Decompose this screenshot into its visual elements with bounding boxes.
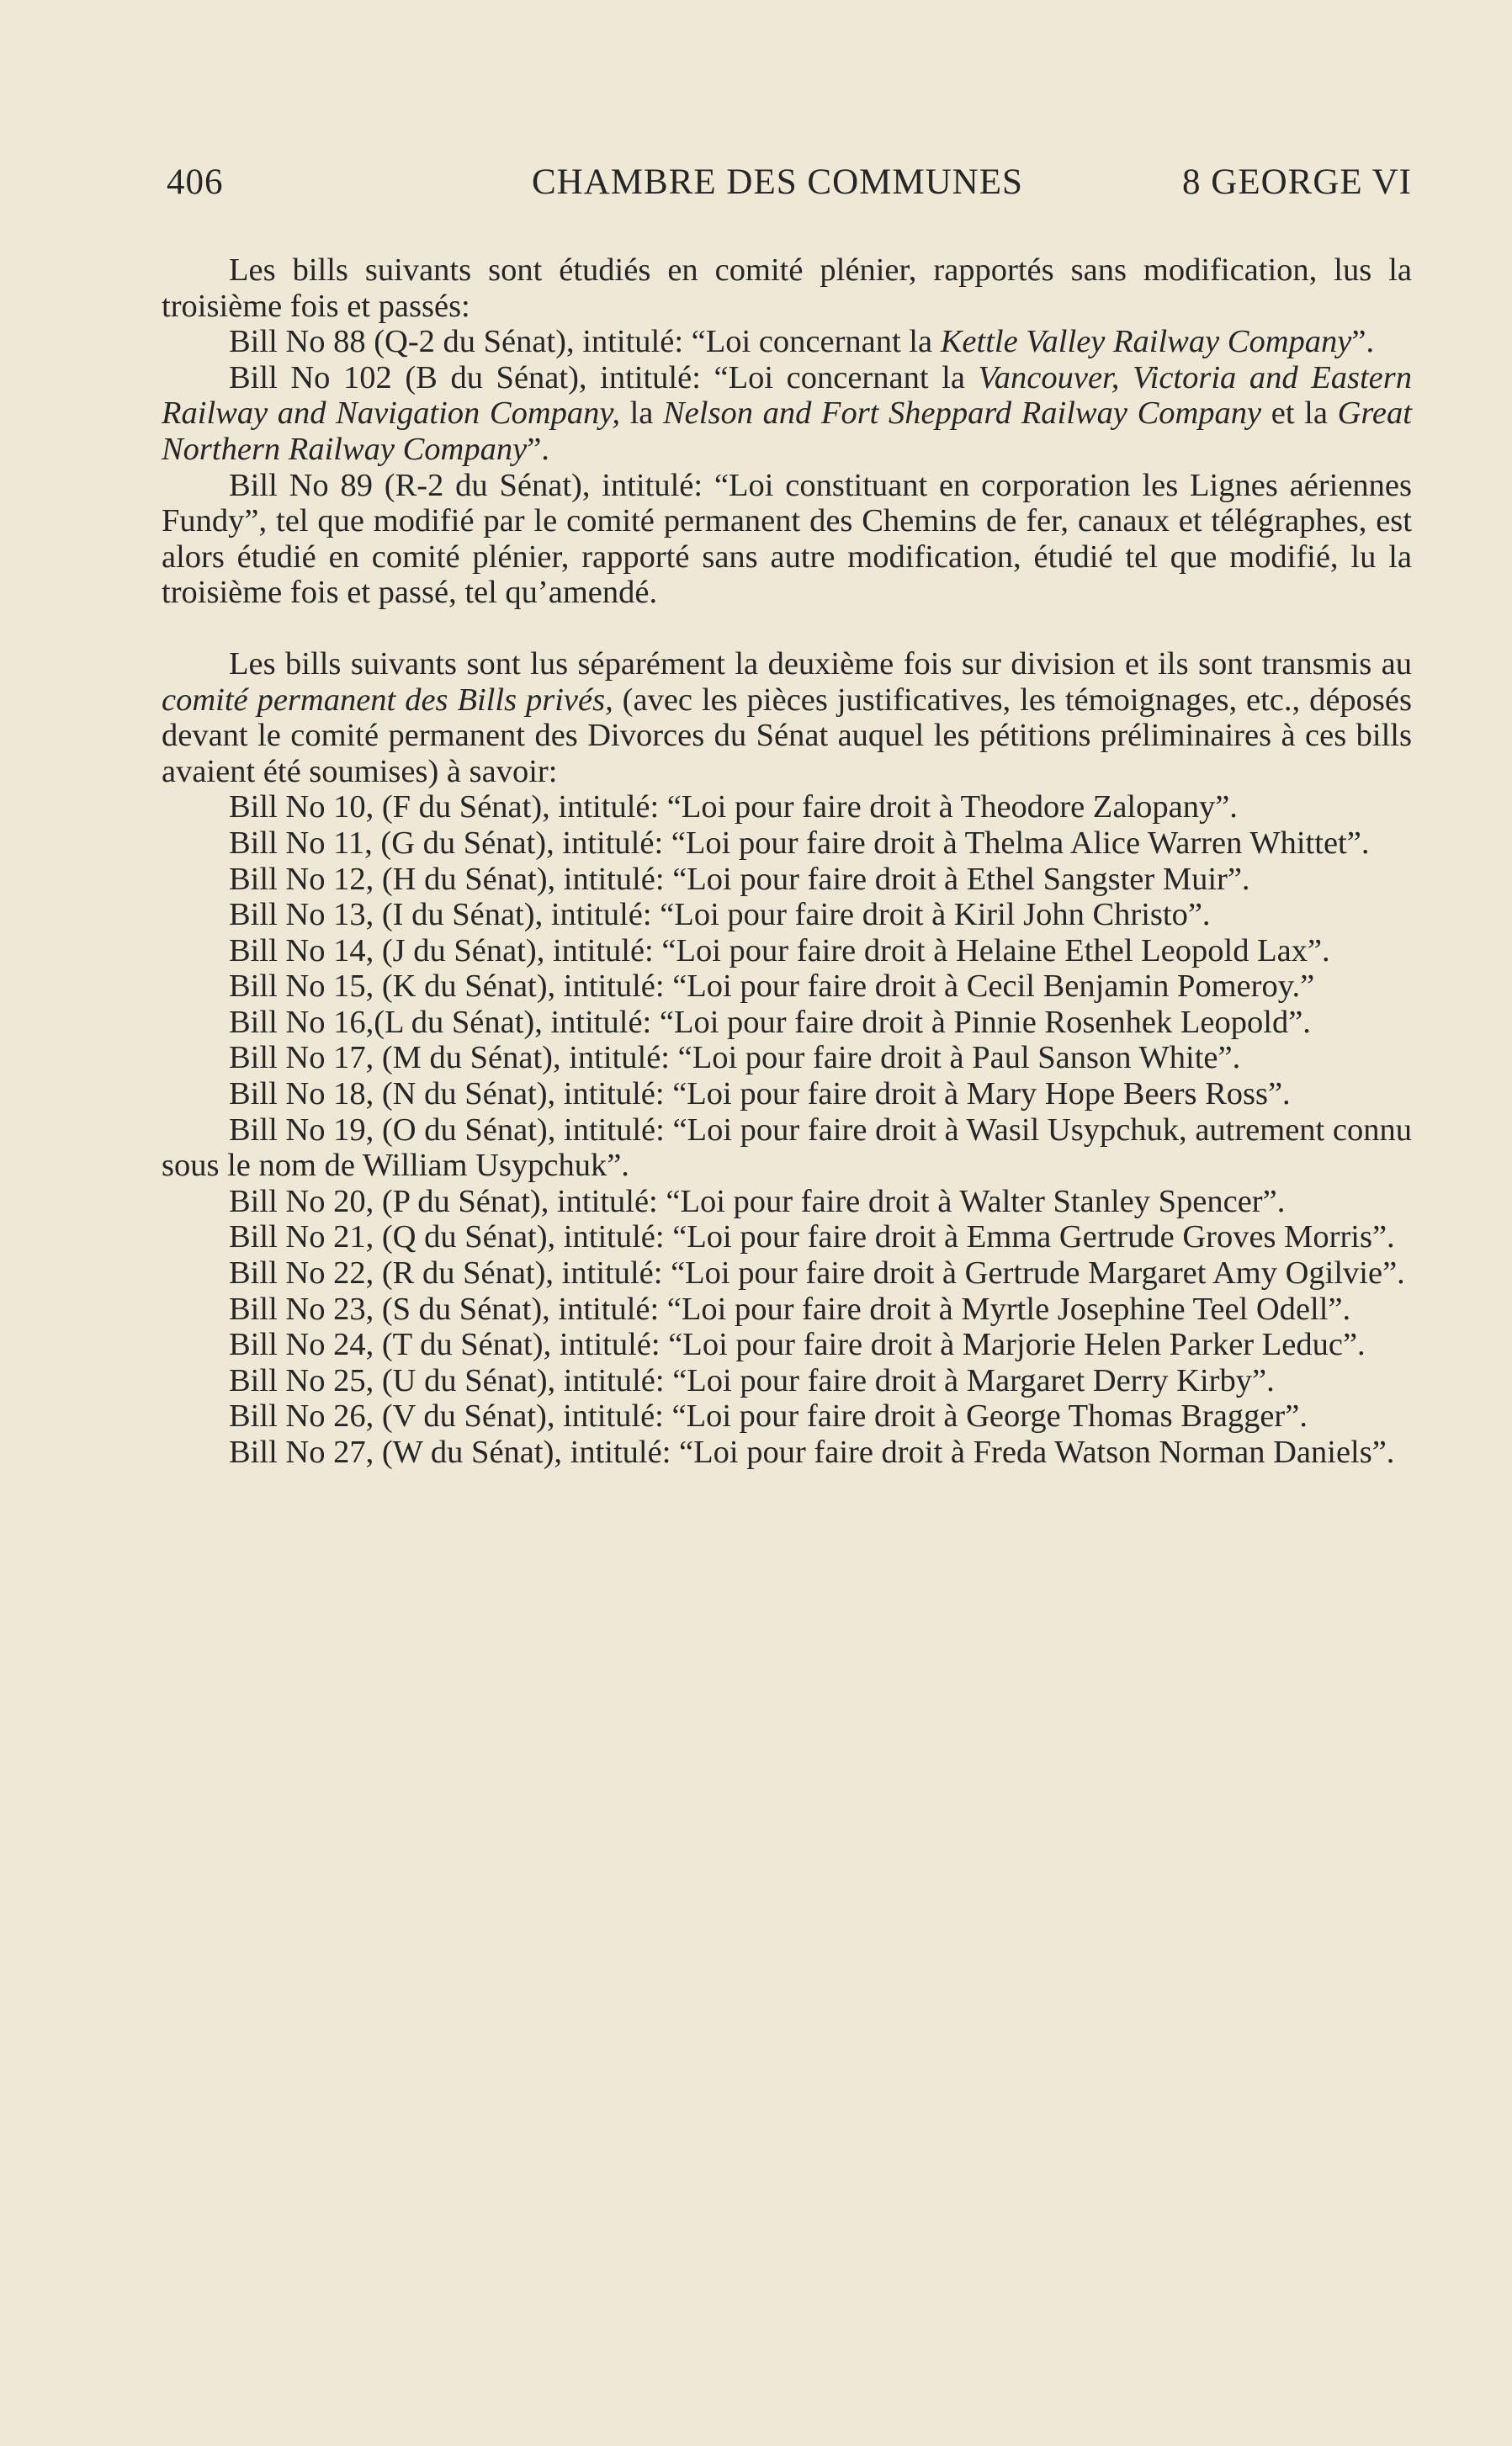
bill-102-company-1: Vancouver, Victoria and Eastern Railway and Navigation Company, [162, 359, 1413, 432]
section-gap [162, 611, 1412, 646]
page-body [162, 252, 1412, 1471]
bill-paragraph: Bill No 26, (V du Sénat), intitulé: “Loi pour faire droit à George Thomas Bragger”. [229, 1398, 1308, 1435]
bill-paragraph: Bill No 25, (U du Sénat), intitulé: “Loi pour faire droit à Margaret Derry Kirby”. [229, 1362, 1275, 1398]
bill-88-text: Bill No 88 (Q-2 du Sénat), intitulé: “Loi concernant la [229, 324, 941, 360]
section2-intro [162, 646, 1412, 789]
bill-paragraph: Bill No 20, (P du Sénat), intitulé: “Loi pour faire droit à Walter Stanley Spencer”. [229, 1183, 1286, 1219]
bill-102-end: ”. [527, 431, 549, 467]
bill-paragraph: Bill No 10, (F du Sénat), intitulé: “Loi pour faire droit à Theodore Zalopany”. [229, 789, 1238, 825]
bill-88-end: ”. [1351, 324, 1375, 360]
bill-paragraph: Bill No 27, (W du Sénat), intitulé: “Loi pour faire droit à Freda Watson Norman Daniels”. [229, 1435, 1395, 1470]
bill-paragraph: Bill No 17, (M du Sénat), intitulé: “Loi pour faire droit à Paul Sanson White”. [229, 1040, 1241, 1076]
bill-102-company-2: Nelson and Fort Sheppard Railway Company [663, 395, 1262, 432]
bill-paragraph: Bill No 16,(L du Sénat), intitulé: “Loi pour faire droit à Pinnie Rosenhek Leopold”. [229, 1004, 1311, 1040]
committee-name: comité permanent des Bills privés, [162, 682, 613, 718]
section1-intro: Les bills suivants sont étudiés en comité plénier, rapportés sans modification, lus la troisième fois et passés: [162, 252, 1412, 324]
bill-paragraph: Bill No 15, (K du Sénat), intitulé: “Loi pour faire droit à Cecil Benjamin Pomeroy.” [229, 968, 1315, 1005]
session-label: 8 GEORGE VI [1182, 162, 1412, 202]
bill-paragraph: Bill No 19, (O du Sénat), intitulé: “Loi pour faire droit à Wasil Usypchuk, autrement connu sous le nom de William Usypchuk”. [162, 1112, 1412, 1184]
bill-102-company-3: Great Northern Railway Company [162, 395, 1412, 467]
bill-88-company: Kettle Valley Railway Company [940, 324, 1352, 360]
page-header [167, 162, 1412, 212]
page-number: 406 [167, 162, 224, 202]
bill-102-text: Bill No 102 (B du Sénat), intitulé: “Loi concernant la [229, 359, 979, 395]
bill-paragraph: Bill No 22, (R du Sénat), intitulé: “Loi pour faire droit à Gertrude Margaret Amy Ogilvie”. [229, 1255, 1405, 1292]
bill-paragraph: Bill No 21, (Q du Sénat), intitulé: “Loi pour faire droit à Emma Gertrude Groves Morris”. [229, 1219, 1395, 1255]
bill-88-paragraph [162, 324, 1412, 360]
bill-paragraph: Bill No 18, (N du Sénat), intitulé: “Loi pour faire droit à Mary Hope Beers Ross”. [229, 1076, 1291, 1112]
bill-89-paragraph: Bill No 89 (R-2 du Sénat), intitulé: “Loi constituant en corporation les Lignes aériennes Fundy”, tel que modifié par le comité permanent des Chemins de fer, canaux et télégraphes, est alors étudié en comité plénier, rapporté sans autre modification, étudié tel que modifié, lu la troisième fois et passé, tel qu’amendé. [162, 467, 1412, 611]
bill-paragraph: Bill No 14, (J du Sénat), intitulé: “Loi pour faire droit à Helaine Ethel Leopold Lax”. [229, 932, 1330, 968]
running-title: CHAMBRE DES COMMUNES [532, 162, 1023, 202]
section2-intro-end: (avec les pièces justificatives, les témoignages, etc., déposés devant le comité permanent des Divorces du Sénat auquel les pétitions préliminaires à ces bills avaient été soumises) à savoir: [162, 682, 1412, 789]
bill-paragraph: Bill No 23, (S du Sénat), intitulé: “Loi pour faire droit à Myrtle Josephine Teel Odell”. [229, 1291, 1351, 1327]
bill-102-joiner-2: et la [1261, 395, 1338, 432]
bill-102-joiner-1: la [619, 395, 663, 432]
bill-paragraph: Bill No 13, (I du Sénat), intitulé: “Loi pour faire droit à Kiril John Christo”. [229, 897, 1211, 933]
bill-paragraph: Bill No 24, (T du Sénat), intitulé: “Loi pour faire droit à Marjorie Helen Parker Leduc”. [229, 1327, 1366, 1363]
section2-intro-text: Les bills suivants sont lus séparément la deuxième fois sur division et ils sont transmis au [229, 645, 1412, 682]
bill-paragraph: Bill No 11, (G du Sénat), intitulé: “Loi pour faire droit à Thelma Alice Warren Whittet”. [229, 825, 1370, 861]
bill-102-paragraph [162, 360, 1412, 468]
bill-paragraph: Bill No 12, (H du Sénat), intitulé: “Loi pour faire droit à Ethel Sangster Muir”. [229, 861, 1250, 897]
